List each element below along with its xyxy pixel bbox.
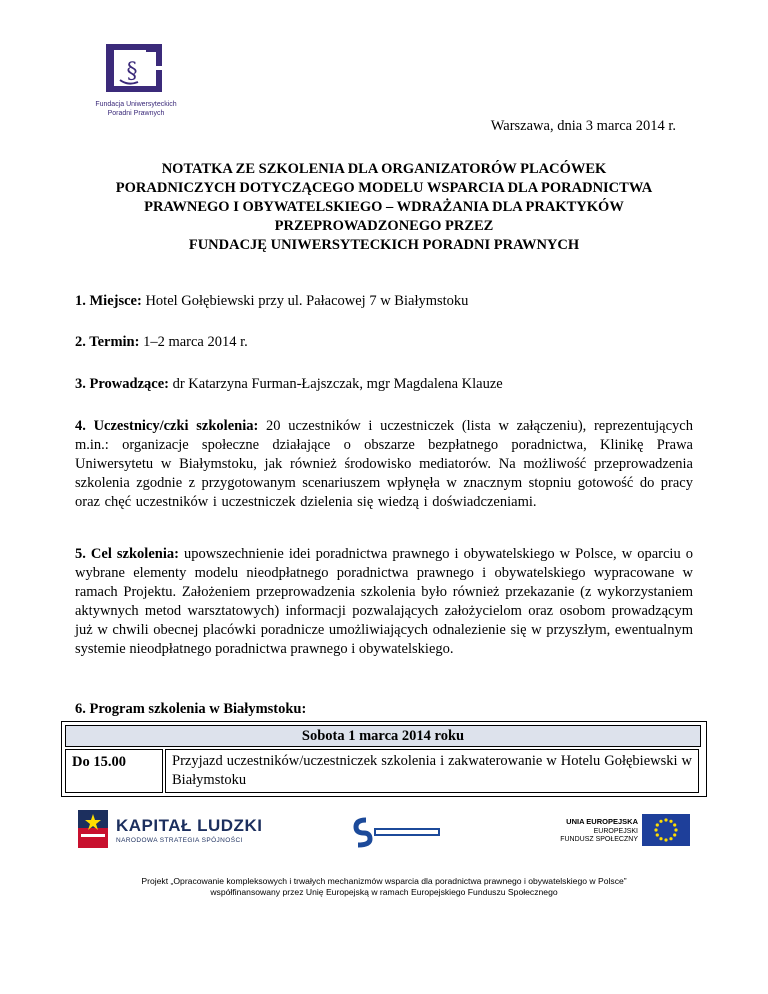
eu-flag-icon [642, 814, 690, 846]
section-goal [75, 545, 693, 659]
foundation-emblem-icon [102, 40, 170, 96]
title-line: PORADNICZYCH DOTYCZĄCEGO MODELU WSPARCIA DLA PORADNICTWA [115, 180, 653, 196]
kapital-ludzki-title: KAPITAŁ LUDZKI [116, 816, 263, 835]
logo-text-line1: Fundacja Uniwersyteckich [95, 101, 177, 108]
section-label: 6. Program szkolenia w Białymstoku: [75, 701, 307, 717]
kapital-ludzki-logo-icon [78, 810, 108, 848]
section-date [75, 333, 693, 352]
document-title [70, 160, 698, 255]
schedule-table [61, 721, 707, 797]
section-label: 1. Miejsce: [75, 293, 142, 309]
center-logo-icon [352, 814, 444, 850]
section-text: 20 uczestników i uczestniczek (lista w załączeniu), reprezentujących m.in.: organizacje społeczne działające o obszarze bezpłatnego poradnictwa, Klinikę Prawa Uniwersytetu w Białymstoku, jak również środowisko mediatorów. Na możliwość przeprowadzenia szkolenia zgodnie z przygotowanym scenariuszem wpłynęła w znacznym stopniu gotowość do pracy oraz chęć uczestników i uczestniczek dzielenia się wiedzą i doświadczeniami. [75, 418, 693, 510]
section-label: 4. Uczestnicy/czki szkolenia: [75, 418, 259, 434]
section-trainers [75, 375, 693, 394]
section-participants [75, 417, 693, 512]
project-note-line2: współfinansowany przez Unię Europejską w ramach Europejskiego Funduszu Społecznego [210, 887, 558, 897]
kapital-ludzki-text [116, 816, 262, 844]
title-line: PRZEPROWADZONEGO PRZEZ [274, 218, 494, 234]
svg-text:§: § [126, 59, 138, 84]
project-note-line1: Projekt „Opracowanie kompleksowych i trwałych mechanizmów wsparcia dla poradnictwa prawnego i obywatelskiego w Polsce” [141, 876, 627, 886]
section-program [75, 700, 693, 719]
section-label: 5. Cel szkolenia: [75, 546, 179, 562]
section-text: 1–2 marca 2014 r. [139, 334, 248, 350]
title-line: PRAWNEGO I OBYWATELSKIEGO – WDRAŻANIA DLA PRAKTYKÓW [144, 199, 624, 215]
footer [0, 810, 768, 994]
eu-text [530, 818, 638, 845]
title-line: NOTATKA ZE SZKOLENIA DLA ORGANIZATORÓW PLACÓWEK [161, 161, 607, 177]
kapital-ludzki-subtitle: NARODOWA STRATEGIA SPÓJNOŚCI [116, 837, 243, 844]
section-text: Hotel Gołębiewski przy ul. Pałacowej 7 w Białymstoku [141, 293, 469, 309]
section-text: dr Katarzyna Furman-Łajszczak, mgr Magdalena Klauze [168, 376, 503, 392]
logo-text-line2: Poradni Prawnych [107, 110, 165, 117]
foundation-logo [86, 40, 186, 120]
title-line: FUNDACJĘ UNIWERSYTECKICH PORADNI PRAWNYCH [188, 237, 580, 253]
eu-line2: EUROPEJSKI [593, 827, 638, 835]
section-label: 3. Prowadzące: [75, 376, 169, 392]
eu-line3: FUNDUSZ SPOŁECZNY [560, 836, 638, 843]
section-text: upowszechnienie idei poradnictwa prawnego i obywatelskiego w Polsce, w oparciu o wybrane elementy modelu nieodpłatnego poradnictwa prawnego i obywatelskiego wypracowane w ramach Projektu. Założeniem przeprowadzenia szkolenia było również przekazanie (z wykorzystaniem aktywnych metod warsztatowych) informacji pozwalających założycielom oraz osobom prowadzącym już w chwili obecnej placówki poradnicze umożliwiających odnalezienie się w przyszłym, ewentualnym systemie nieodpłatnego poradnictwa prawnego i obywatelskiego. [75, 546, 693, 657]
section-place [75, 292, 693, 311]
schedule-time-cell: Do 15.00 [65, 749, 163, 793]
schedule-day-header: Sobota 1 marca 2014 roku [65, 725, 701, 747]
schedule-description-cell: Przyjazd uczestników/uczestniczek szkolenia i zakwaterowanie w Hotelu Gołębiewski w Białymstoku [165, 749, 699, 793]
document-date: Warszawa, dnia 3 marca 2014 r. [490, 118, 676, 134]
section-label: 2. Termin: [75, 334, 140, 350]
eu-line1: UNIA EUROPEJSKA [566, 817, 638, 826]
project-note [0, 876, 768, 898]
